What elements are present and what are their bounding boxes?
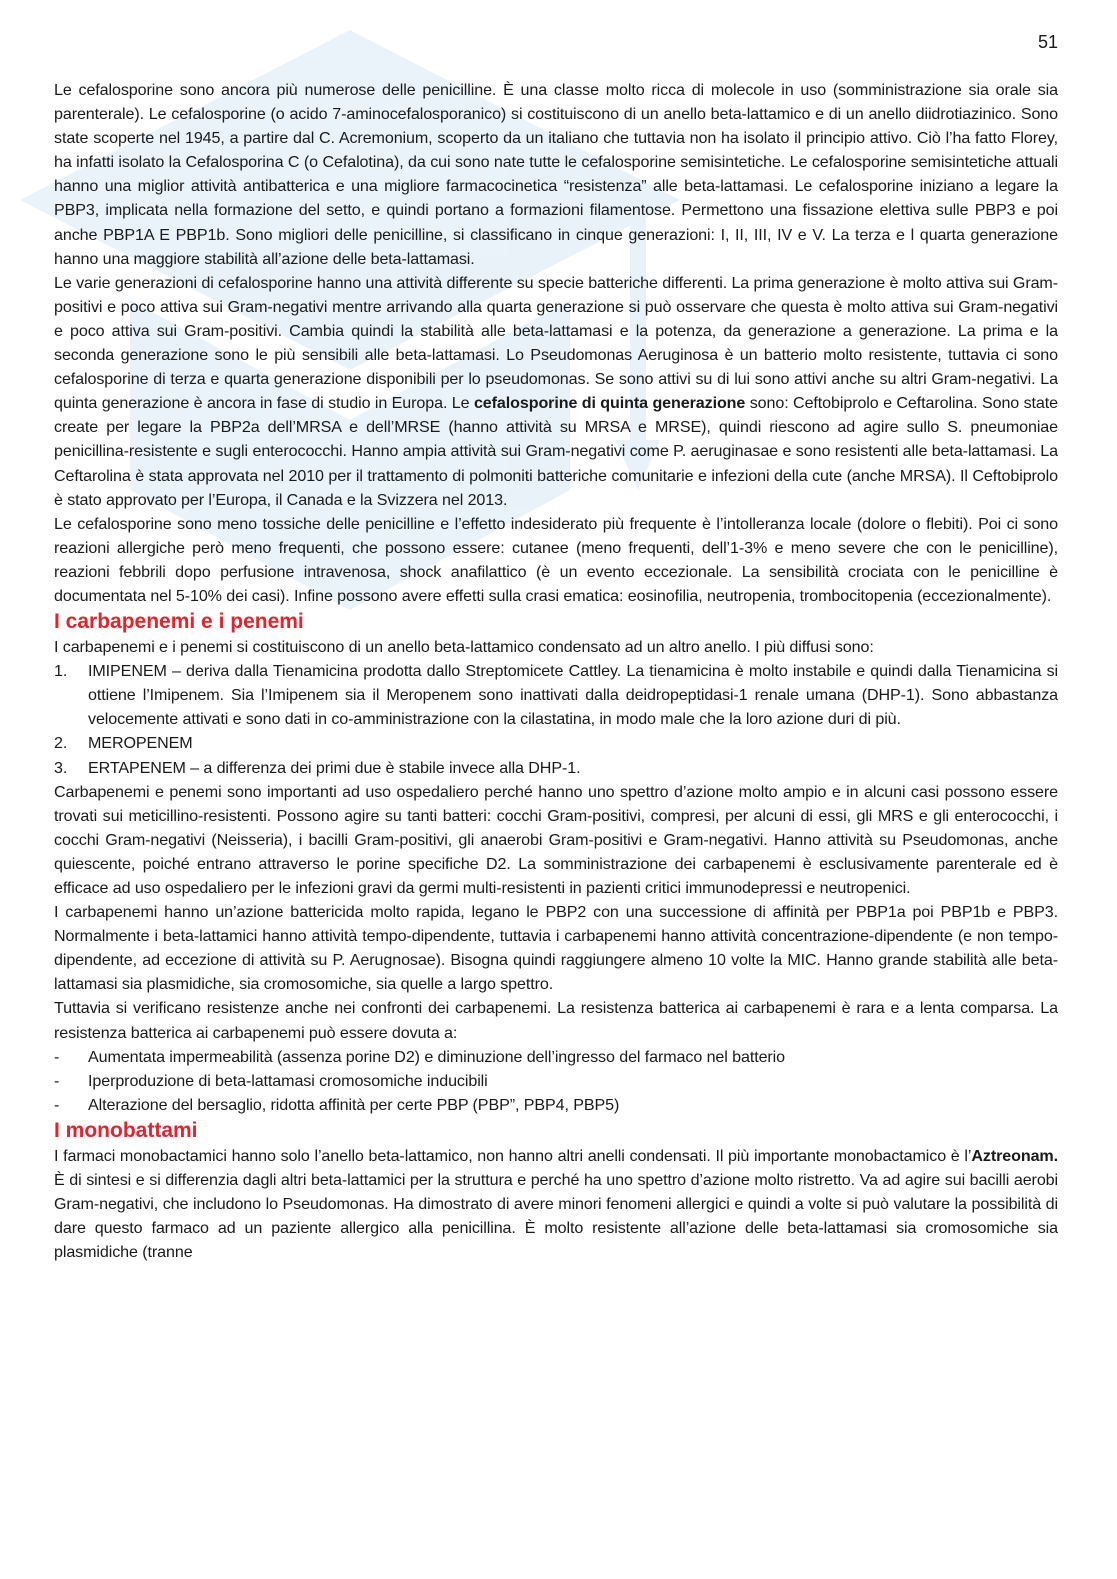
text-run: Le varie generazioni di cefalosporine hanno una attività differente su specie batteriche differenti. La prima generazione è molto attiva sui Gram-positivi e poco attiva sui Gram-negativi mentre arrivando alla quarta generazione si può osservare che questa è molto attiva sui Gram-negativi e poco attiva sui Gram-positivi. Cambia quindi la stabilità alle beta-lattamasi e la potenza, da generazione a generazione. La prima e la seconda generazione sono le più sensibili alle beta-lattamasi. Lo Pseudomonas Aeruginosa è un batterio molto resistente, tuttavia ci sono cefalosporine di terza e quarta generazione disponibili per lo pseudomonas. Se sono attivi su di lui sono attivi anche su altri Gram-negativi. La quinta generazione è ancora in fase di studio in Europa. Le bbox=[54, 273, 1058, 413]
list-item-text: MEROPENEM bbox=[88, 734, 193, 753]
text-run: sono: Ceftobiprolo e Ceftarolina. Sono state create per legare la PBP2a dell’MRSA e dell’MRSE (hanno attività su MRSA e MRSE), quindi riescono ad agire sullo S. pneumoniae penicillina-resistente e sugli enterococchi. Hanno ampia attività sui Gram-negativi come P. aeruginasae e sono resistenti alle beta-lattamasi. La Ceftarolina è stata approvata nel 2010 per il trattamento di polmoniti batteriche comunitarie e infezioni della cute (anche MRSA). Il Ceftobiprolo è stato approvato per l’Europa, il Canada e la Svizzera nel 2013. bbox=[54, 394, 1058, 509]
paragraph-cefalosporine-generazioni bbox=[54, 271, 1058, 512]
list-item-text: ERTAPENEM – a differenza dei primi due è stabile invece alla DHP-1. bbox=[88, 758, 581, 777]
numbered-list-carbapenemi bbox=[54, 659, 1058, 779]
paragraph-monobattami bbox=[54, 1144, 1058, 1264]
list-item-text: Iperproduzione di beta-lattamasi cromosomiche inducibili bbox=[88, 1071, 488, 1090]
list-marker: 2. bbox=[54, 734, 68, 753]
list-item bbox=[54, 1069, 1058, 1093]
text-run: I farmaci monobactamici hanno solo l’anello beta-lattamico, non hanno altri anelli condensati. Il più importante monobactamico è l’ bbox=[54, 1146, 972, 1165]
paragraph-carbapenemi-uso: Carbapenemi e penemi sono importanti ad uso ospedaliero perché hanno uno spettro d’azione molto ampio e in alcuni casi possono essere trovati sui meticillino-resistenti. Possono agire su tanti batteri: cocchi Gram-positivi, compresi, per alcuni di essi, gli MRS e gli enterococchi, i cocchi Gram-negativi (Neisseria), i bacilli Gram-positivi, gli anaerobi Gram-positivi e Gram-negativi. Hanno attività su Pseudomonas, anche quiescente, poiché entrano attraverso le porine specifiche D2. La somministrazione dei carbapenemi è esclusivamente parenterale ed è efficace ad uso ospedaliero per le infezioni gravi da germi multi-resistenti in pazienti critici immunodepressi e neutropenici. bbox=[54, 782, 1058, 897]
bullet-list-resistenza bbox=[54, 1045, 1058, 1117]
paragraph-carbapenemi-azione: I carbapenemi hanno un’azione battericida molto rapida, legano le PBP2 con una successione di affinità per PBP1a poi PBP1b e PBP3. Normalmente i beta-lattamici hanno attività tempo-dipendente, tuttavia i carbapenemi hanno attività concentrazione-dipendente (e non tempo-dipendente, ad eccezione di attività su P. Aerugnosae). Bisogna quindi raggiungere almeno 10 volte la MIC. Hanno grande stabilità alle beta-lattamasi sia plasmidiche, sia cromosomiche, sia quelle a largo spettro. bbox=[54, 903, 1058, 994]
paragraph-cefalosporine-tossicita: Le cefalosporine sono meno tossiche delle penicilline e l’effetto indesiderato più frequente è l’intolleranza locale (dolore o flebiti). Poi ci sono reazioni allergiche però meno frequenti, che possono essere: cutanee (meno frequenti, dell’1-3% e meno severe che con le penicilline), reazioni febbrili dopo perfusione intravenosa, shock anafilattico (è un evento eccezionale. La sensibilità crociata con le penicilline è documentata nel 5-10% dei casi). Infine possono avere effetti sulla crasi ematica: eosinofilia, neutropenia, trombocitopenia (eccezionalmente). bbox=[54, 514, 1058, 605]
paragraph-cefalosporine-intro: Le cefalosporine sono ancora più numerose delle penicilline. È una classe molto ricca di molecole in uso (somministrazione sia orale sia parenterale). Le cefalosporine (o acido 7-aminocefalosporanico) si costituiscono di un anello beta-lattamico e di un anello diidrotiazinico. Sono state scoperte nel 1945, a partire dal C. Acremonium, scoperto da un italiano che tuttavia non ha isolato il principio attivo. Ciò l’ha fatto Florey, ha infatti isolato la Cefalosporina C (o Cefalotina), da cui sono nate tutte le cefalosporine semisintetiche. Le cefalosporine semisintetiche attuali hanno una miglior attività antibatterica e una migliore farmacocinetica “resistenza” alle beta-lattamasi. Le cefalosporine iniziano a legare la PBP3, implicata nella formazione del setto, e quindi portano a formazioni filamentose. Permettono una fissazione elettiva sulle PBP3 e poi anche PBP1A E PBP1b. Sono migliori delle penicilline, si classificano in cinque generazioni: I, II, III, IV e V. La terza e l quarta generazione hanno una maggiore stabilità all’azione delle beta-lattamasi. bbox=[54, 81, 1058, 268]
bold-term: cefalosporine di quinta generazione bbox=[473, 394, 746, 413]
list-marker: - bbox=[54, 1047, 60, 1066]
list-item-text: IMIPENEM – deriva dalla Tienamicina prodotta dallo Streptomicete Cattley. La tienamicina è molto instabile e quindi dalla Tienamicina si ottiene l’Imipenem. Sia l’Imipenem sia il Meropenem sono inattivati dalla deidropeptidasi-1 renale umana (DHP-1). Sono abbastanza velocemente attivati e sono dati in co-amministrazione con la cilastatina, in modo male che la loro azione duri di più. bbox=[88, 662, 1058, 729]
list-marker: 1. bbox=[54, 662, 68, 681]
page-number: 51 bbox=[1037, 32, 1058, 52]
section-heading-monobattami: I monobattami bbox=[54, 1118, 198, 1142]
list-item bbox=[54, 756, 1058, 780]
list-marker: 3. bbox=[54, 758, 68, 777]
list-item bbox=[54, 1093, 1058, 1117]
document-page bbox=[54, 30, 1058, 1264]
list-item-text: Alterazione del bersaglio, ridotta affinità per certe PBP (PBP”, PBP4, PBP5) bbox=[88, 1095, 620, 1114]
list-item bbox=[54, 1045, 1058, 1069]
list-item bbox=[54, 731, 1058, 755]
paragraph-carbapenemi-intro: I carbapenemi e i penemi si costituiscono di un anello beta-lattamico condensato ad un altro anello. I più diffusi sono: bbox=[54, 638, 874, 657]
list-item bbox=[54, 659, 1058, 731]
list-marker: - bbox=[54, 1071, 60, 1090]
list-item-text: Aumentata impermeabilità (assenza porine D2) e diminuzione dell’ingresso del farmaco nel batterio bbox=[88, 1047, 786, 1066]
list-marker: - bbox=[54, 1095, 60, 1114]
paragraph-carbapenemi-resistenza: Tuttavia si verificano resistenze anche nei confronti dei carbapenemi. La resistenza batterica ai carbapenemi è rara e a lenta comparsa. La resistenza batterica ai carbapenemi può essere dovuta a: bbox=[54, 999, 1058, 1042]
bold-term: Aztreonam. bbox=[971, 1146, 1058, 1165]
text-run: È di sintesi e si differenzia dagli altri beta-lattamici per la struttura e perché ha uno spettro d’azione molto ristretto. Va ad agire sui bacilli aerobi Gram-negativi, che includono lo Pseudomonas. Ha dimostrato di avere minori fenomeni allergici e quindi a volte si può valutare la possibilità di dare questo farmaco ad un paziente allergico alla penicillina. È molto resistente all’azione delle beta-lattamasi sia cromosomiche sia plasmidiche (tranne bbox=[54, 1171, 1058, 1262]
section-heading-carbapenemi: I carbapenemi e i penemi bbox=[54, 610, 304, 634]
